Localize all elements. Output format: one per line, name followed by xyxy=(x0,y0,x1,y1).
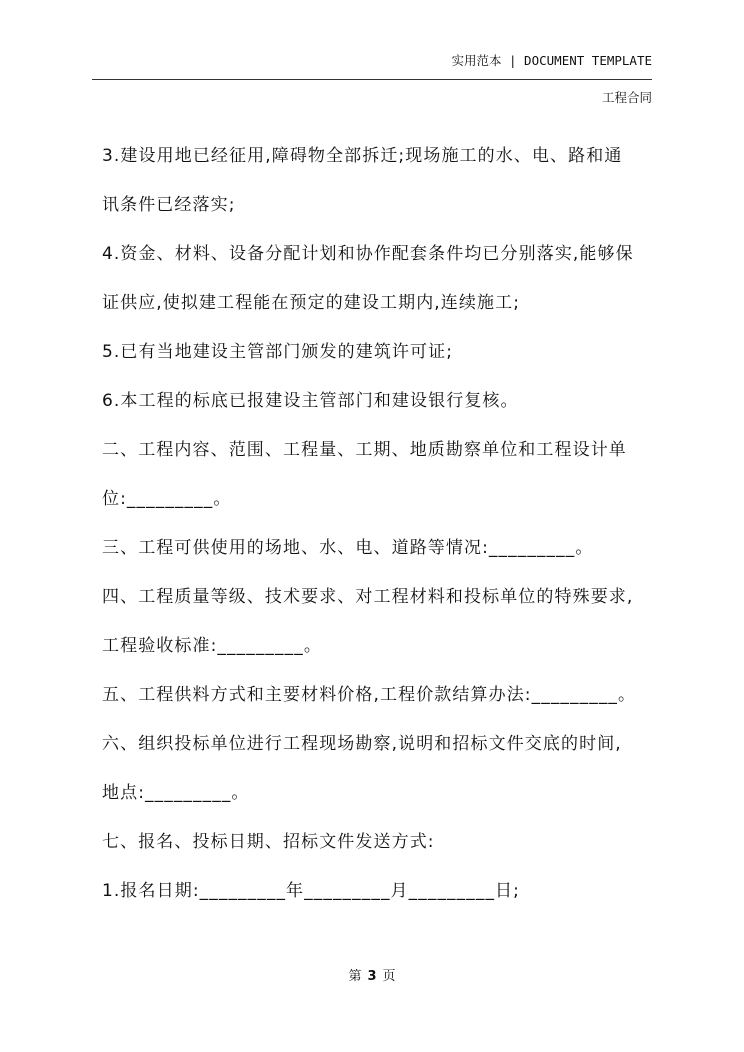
body-line: 讯条件已经落实; xyxy=(102,195,236,215)
body-line: 6.本工程的标底已报建设主管部门和建设银行复核。 xyxy=(102,391,519,411)
body-line: 1.报名日期:_________年_________月_________日; xyxy=(102,881,520,901)
page-number: 3 xyxy=(367,969,377,984)
body-line: 证供应,使拟建工程能在预定的建设工期内,连续施工; xyxy=(102,293,521,313)
body-line: 六、组织投标单位进行工程现场勘察,说明和招标文件交底的时间, xyxy=(102,734,622,754)
page-suffix: 页 xyxy=(382,969,396,984)
body-line: 四、工程质量等级、技术要求、对工程材料和投标单位的特殊要求, xyxy=(102,587,634,607)
body-line: 二、工程内容、范围、工程量、工期、地质勘察单位和工程设计单 xyxy=(102,440,627,460)
body-line: 5.已有当地建设主管部门颁发的建筑许可证; xyxy=(102,342,454,362)
body-line: 地点:_________。 xyxy=(102,783,250,803)
header-brand: 实用范本 | DOCUMENT TEMPLATE xyxy=(451,53,652,68)
body-line: 七、报名、投标日期、招标文件发送方式: xyxy=(102,832,435,852)
body-line: 工程验收标准:_________。 xyxy=(102,636,322,656)
body-line: 五、工程供料方式和主要材料价格,工程价款结算办法:_________。 xyxy=(102,685,637,705)
header-doc-type: 工程合同 xyxy=(601,90,652,105)
body-line: 位:_________。 xyxy=(102,489,232,509)
page-prefix: 第 xyxy=(348,969,362,984)
body-line: 4.资金、材料、设备分配计划和协作配套条件均已分别落实,能够保 xyxy=(102,244,634,264)
header-divider xyxy=(92,79,652,80)
body-line: 三、工程可供使用的场地、水、电、道路等情况:_________。 xyxy=(102,538,594,558)
page-number-footer xyxy=(0,965,744,984)
body-line: 3.建设用地已经征用,障碍物全部拆迁;现场施工的水、电、路和通 xyxy=(102,146,623,166)
